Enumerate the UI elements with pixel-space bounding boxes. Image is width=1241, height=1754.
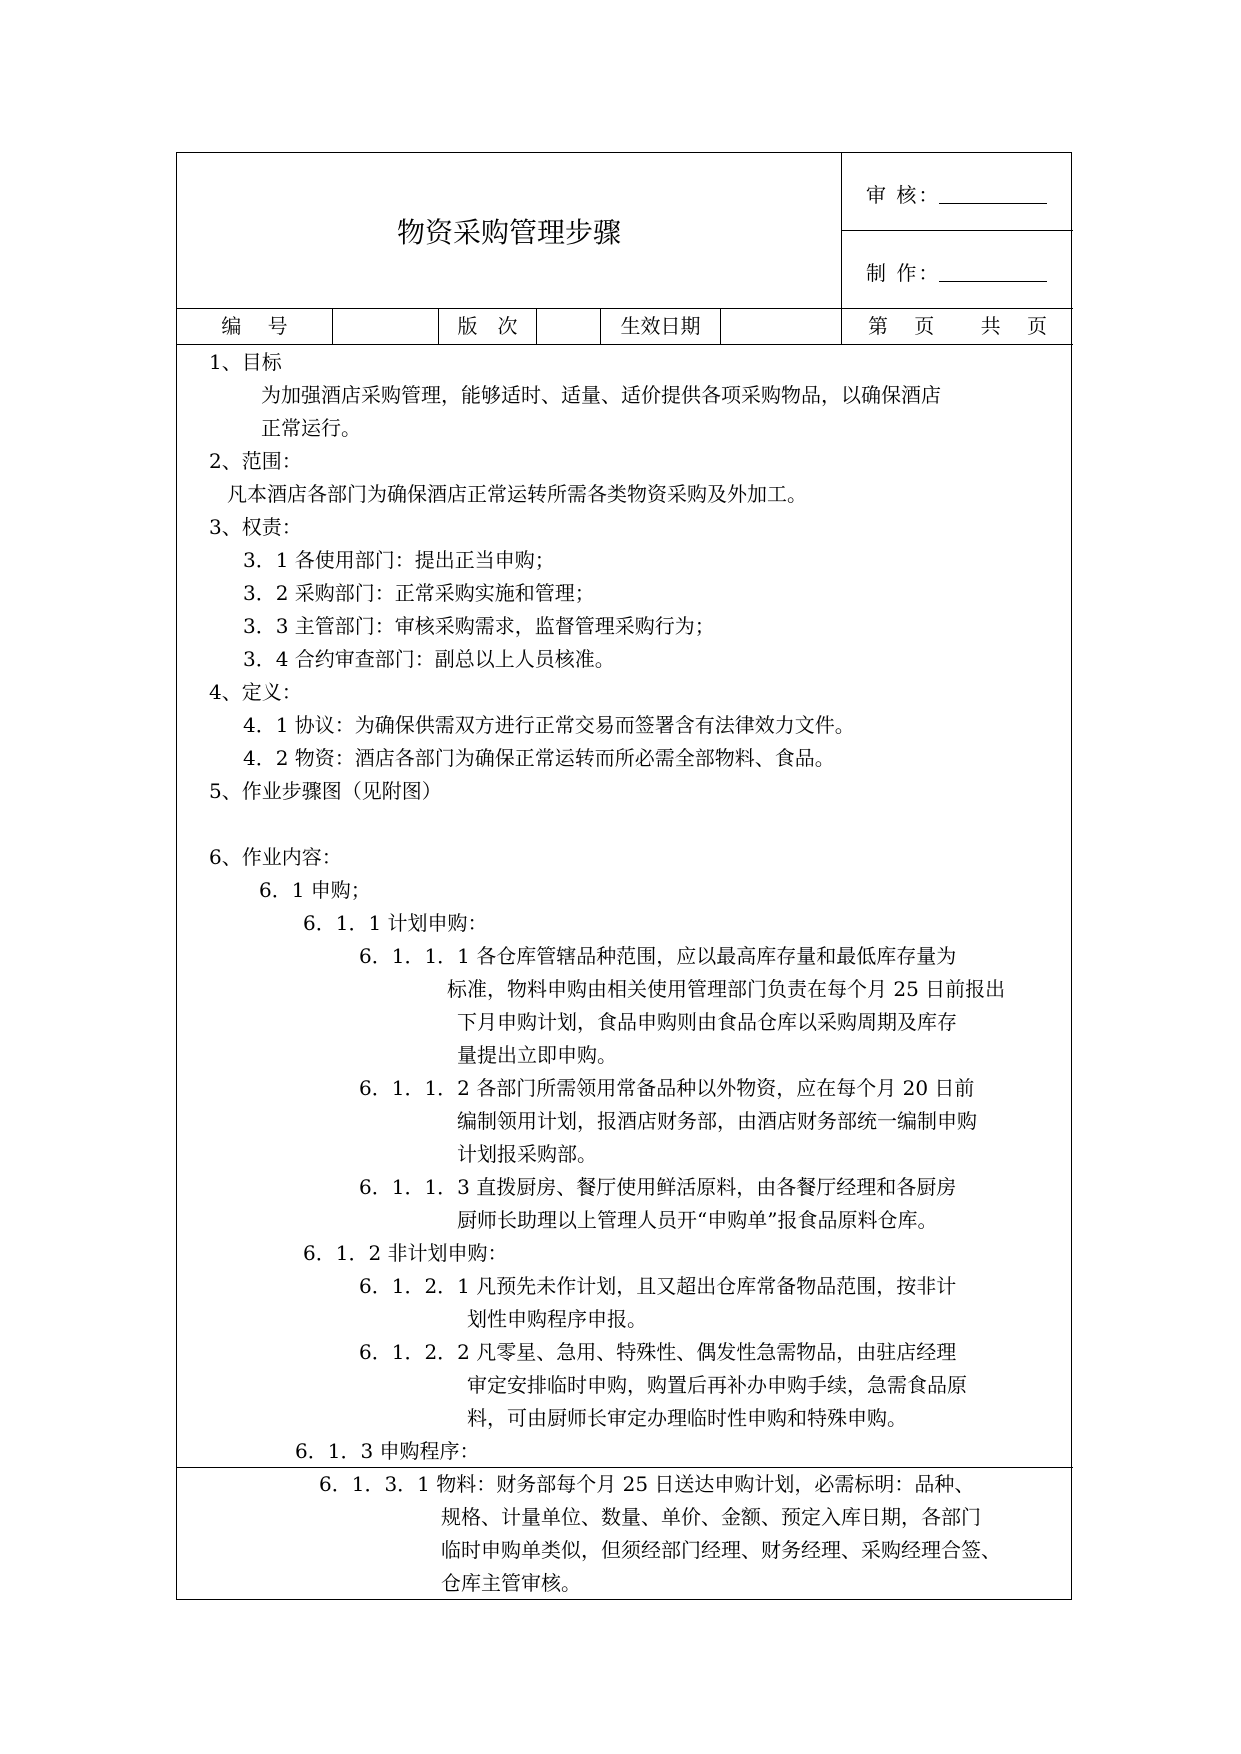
- page-count-label: 第 页 共 页: [867, 314, 1048, 338]
- section-divider: [177, 1467, 1073, 1468]
- effective-date-label: 生效日期: [601, 309, 721, 344]
- review-cell: [842, 153, 1073, 231]
- made-cell: [842, 231, 1073, 308]
- text-line: 标准，物料申购由相关使用管理部门负责在每个月 25 日前报出: [447, 977, 1006, 1001]
- section-heading: 3、权责：: [209, 515, 302, 539]
- list-item: 3．2 采购部门：正常采购实施和管理；: [243, 581, 595, 605]
- list-item: 6．1．1．3 直拨厨房、餐厅使用鲜活原料，由各餐厅经理和各厨房: [359, 1175, 957, 1199]
- text-line: 正常运行。: [261, 416, 361, 440]
- number-label: 编 号: [177, 309, 333, 344]
- list-item: 6．1．3．1 物料：财务部每个月 25 日送达申购计划，必需标明：品种、: [319, 1472, 975, 1496]
- number-value: [333, 309, 439, 344]
- section-heading: 5、作业步骤图（见附图）: [209, 779, 442, 803]
- document-form: [176, 152, 1072, 1600]
- text-line: 仓库主管审核。: [441, 1571, 581, 1595]
- text-line: 量提出立即申购。: [457, 1043, 617, 1067]
- text-line: 凡本酒店各部门为确保酒店正常运转所需各类物资采购及外加工。: [227, 482, 807, 506]
- section-heading: 6、作业内容：: [209, 845, 342, 869]
- section-heading: 2、范围：: [209, 449, 302, 473]
- list-item: 6．1．2 非计划申购：: [303, 1241, 508, 1265]
- page-title: 物资采购管理步骤: [396, 215, 621, 249]
- meta-row: [177, 308, 1073, 345]
- list-item: 3．4 合约审查部门：副总以上人员核准。: [243, 647, 615, 671]
- text-line: 料，可由厨师长审定办理临时性申购和特殊申购。: [467, 1406, 907, 1430]
- text-line: 计划报采购部。: [457, 1142, 597, 1166]
- list-item: 6．1．1．2 各部门所需领用常备品种以外物资，应在每个月 20 日前: [359, 1076, 975, 1100]
- text-line: 审定安排临时申购，购置后再补办申购手续，急需食品原: [467, 1373, 967, 1397]
- version-value: [537, 309, 601, 344]
- text-line: 编制领用计划，报酒店财务部，由酒店财务部统一编制申购: [457, 1109, 977, 1133]
- list-item: 3．1 各使用部门：提出正当申购；: [243, 548, 555, 572]
- section-heading: 1、目标: [209, 350, 282, 374]
- section-heading: 4、定义：: [209, 680, 302, 704]
- title-cell: [177, 153, 842, 308]
- list-item: 6．1．1 计划申购：: [303, 911, 488, 935]
- list-item: 6．1．2．1 凡预先未作计划，且又超出仓库常备物品范围，按非计: [359, 1274, 957, 1298]
- version-label: 版 次: [439, 309, 537, 344]
- effective-date-value: [721, 309, 842, 344]
- text-line: 下月申购计划，食品申购则由食品仓库以采购周期及库存: [457, 1010, 957, 1034]
- list-item: 4．2 物资：酒店各部门为确保正常运转而所必需全部物料、食品。: [243, 746, 835, 770]
- list-item: 6．1 申购；: [259, 878, 371, 902]
- list-item: 4．1 协议：为确保供需双方进行正常交易而签署含有法律效力文件。: [243, 713, 855, 737]
- text-line: 规格、计量单位、数量、单价、金额、预定入库日期，各部门: [441, 1505, 981, 1529]
- made-signature-line: [939, 281, 1047, 282]
- list-item: 6．1．2．2 凡零星、急用、特殊性、偶发性急需物品，由驻店经理: [359, 1340, 957, 1364]
- review-label: 审 核：: [866, 183, 941, 207]
- text-line: 临时申购单类似，但须经部门经理、财务经理、采购经理合签、: [441, 1538, 1001, 1562]
- text-line: 划性申购程序申报。: [467, 1307, 647, 1331]
- review-signature-line: [939, 203, 1047, 204]
- list-item: 6．1．3 申购程序：: [295, 1439, 480, 1463]
- text-line: 厨师长助理以上管理人员开“申购单”报食品原料仓库。: [457, 1208, 938, 1232]
- text-line: 为加强酒店采购管理，能够适时、适量、适价提供各项采购物品，以确保酒店: [261, 383, 941, 407]
- made-label: 制 作：: [866, 261, 941, 285]
- list-item: 3．3 主管部门：审核采购需求，监督管理采购行为；: [243, 614, 715, 638]
- list-item: 6．1．1．1 各仓库管辖品种范围，应以最高库存量和最低库存量为: [359, 944, 957, 968]
